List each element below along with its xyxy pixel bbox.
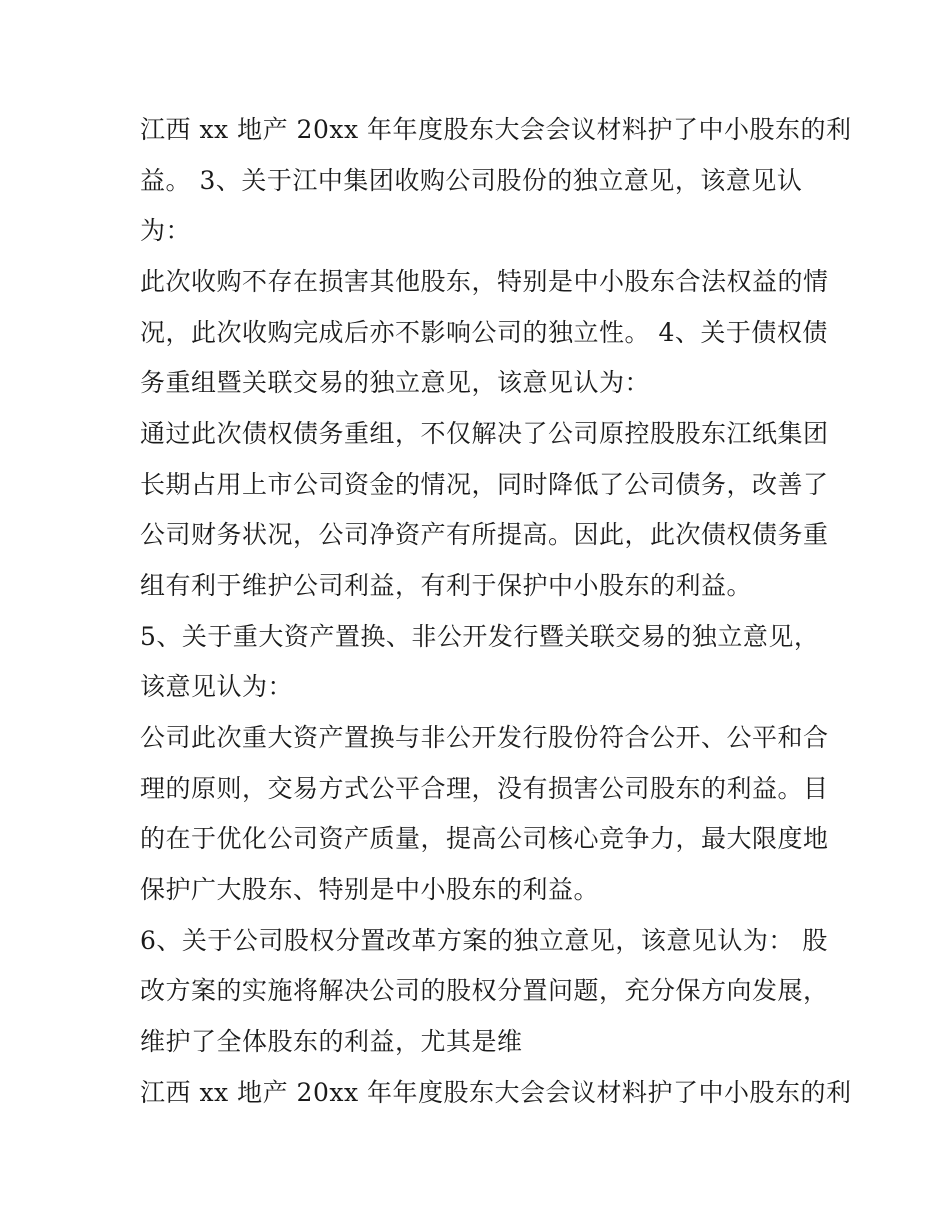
text-line-20: 江西 xx 地产 20xx 年年度股东大会会议材料护了中小股东的利 xyxy=(140,1078,852,1107)
text-line-7: 通过此次债权债务重组，不仅解决了公司原控股股东江纸集团 xyxy=(140,419,829,448)
text-line-1: 江西 xx 地产 20xx 年年度股东大会会议材料护了中小股东的利 xyxy=(140,115,852,144)
text-line-4: 此次收购不存在损害其他股东，特别是中小股东合法权益的情 xyxy=(140,267,829,296)
text-line-10: 组有利于维护公司利益，有利于保护中小股东的利益。 xyxy=(140,571,753,600)
text-line-18: 改方案的实施将解决公司的股权分置问题，充分保方向发展， xyxy=(140,976,829,1005)
text-line-8: 长期占用上市公司资金的情况，同时降低了公司债务，改善了 xyxy=(140,470,829,499)
text-line-5: 况，此次收购完成后亦不影响公司的独立性。 4、关于债权债 xyxy=(140,318,828,347)
text-line-15: 的在于优化公司资产质量，提高公司核心竞争力，最大限度地 xyxy=(140,824,829,853)
text-line-9: 公司财务状况，公司净资产有所提高。因此，此次债权债务重 xyxy=(140,520,829,549)
text-line-16: 保护广大股东、特别是中小股东的利益。 xyxy=(140,875,600,904)
text-line-17: 6、关于公司股权分置改革方案的独立意见，该意见认为： 股 xyxy=(140,926,828,955)
text-line-12: 该意见认为： xyxy=(140,672,294,701)
text-line-2: 益。 3、关于江中集团收购公司股份的独立意见，该意见认 xyxy=(140,166,803,195)
text-line-11: 5、关于重大资产置换、非公开发行暨关联交易的独立意见， xyxy=(140,622,820,651)
text-line-14: 理的原则，交易方式公平合理，没有损害公司股东的利益。目 xyxy=(140,774,829,803)
text-line-13: 公司此次重大资产置换与非公开发行股份符合公开、公平和合 xyxy=(140,723,829,752)
text-line-6: 务重组暨关联交易的独立意见，该意见认为： xyxy=(140,368,651,397)
text-line-19: 维护了全体股东的利益，尤其是维 xyxy=(140,1027,523,1056)
text-line-3: 为： xyxy=(140,216,192,245)
